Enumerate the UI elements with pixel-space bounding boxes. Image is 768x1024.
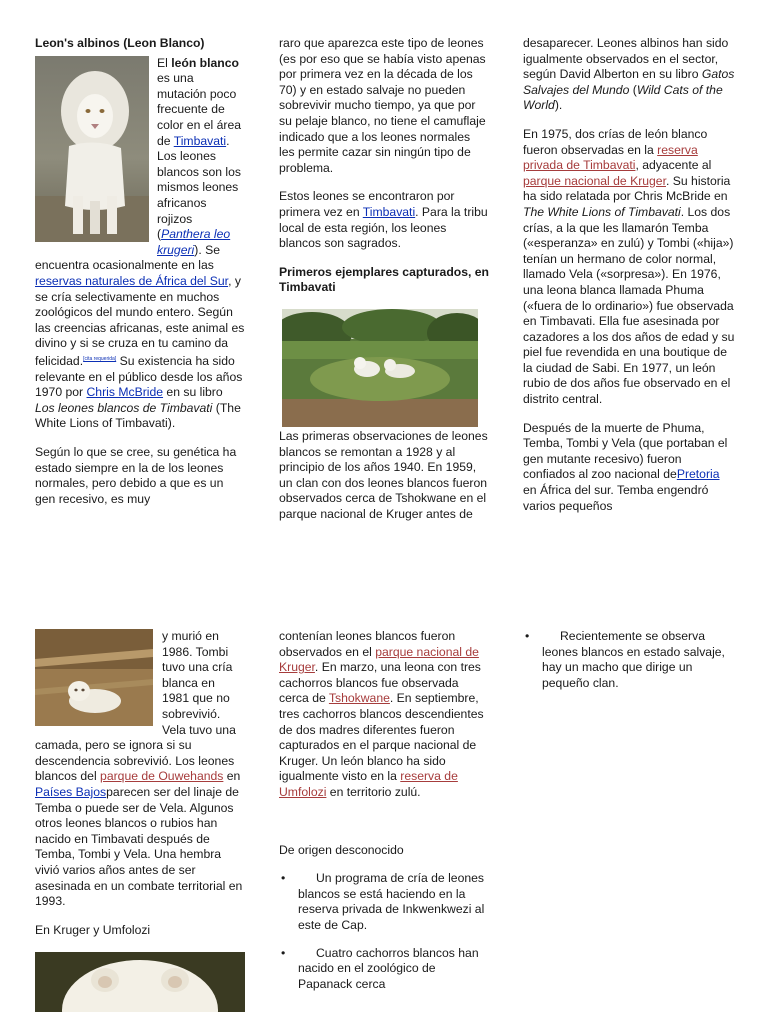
- link-parque-kruger-2[interactable]: parque nacional de Kruger: [279, 644, 479, 675]
- article-title: Leon's albinos (Leon Blanco): [35, 36, 205, 50]
- list-item: • Recientemente se observa leones blancos en estado salvaje, hay un macho que dirige un pequeño clan.: [523, 629, 735, 691]
- lion-cub-photo: [35, 629, 153, 726]
- intro-paragraph: El león blanco es una mutación poco frecuente de color en el área de Timbavati. Los leones blancos son los mismos leones africanos rojizos (Panthera leo krugeri). Se encuentra ocasionalmente en las reservas naturales de África del Sur, y se cría selectivamente en muchos zoológicos del mundo entero. Según las creencias africanas, este animal es divino y si se cruza en tu camino da felicidad.[cita requerida] Su existencia ha sido relevante en el público desde los años 1970 por Chris McBride en su libro Los leones blancos de Timbavati (The White Lions of Timbavati).: [35, 55, 245, 431]
- link-parque-kruger[interactable]: parque nacional de Kruger: [523, 173, 666, 188]
- first-found-paragraph: Estos leones se encontraron por primera vez en Timbavati. Para la tribu local de esta región, los leones blancos son sagrados.: [279, 189, 488, 251]
- temba-tombi-paragraph: En 1975, dos crías de león blanco fueron observadas en la reserva privada de Timbavati, adyacente al parque nacional de Kruger. Su historia ha sido relatada por Chris McBride en The White Lions of Timbavati. Los dos crías, a la que les llamarón Temba («esperanza» en zulú) y Tombi («hija») tenían un hermano de color normal, llamado Vela («sorpresa»). En 1976, una leona blanca llamada Phuma («fuera de lo ordinario») fue observada en Timbavati. Ella fue asesinada por cazadores a los dos años de edad y su piel fue revendida en una boutique de la ciudad de Sabi. En 1977, un león rubio de dos años fue observado en el distrito central.: [523, 126, 735, 407]
- section-heading-kruger-umfolozi: En Kruger y Umfolozi: [35, 922, 151, 937]
- page2-column-1: [35, 629, 245, 1012]
- temba-offspring-paragraph: y murió en 1986. Tombi tuvo una cría blanca en 1981 que no sobrevivió. Vela tuvo una camada, pero se ignora si su descendencia sobrevivió. Los leones blancos del parque de Ouwehands en Países Bajosparecen ser del linaje de Temba o puede ser de Vela. Algunos otros leones blancos o rubios han nacido en Timbavati después de Temba, Tombi y Vela. Una hembra vivió varios años antes de ser asesinada en un combate territorial en 1993.: [35, 629, 243, 909]
- list-item: • Cuatro cachorros blancos han nacido en el zoológico de Papanack cerca: [279, 946, 491, 993]
- link-reservas-naturales[interactable]: reservas naturales de África del Sur: [35, 273, 229, 288]
- citation-needed-link[interactable]: [cita requerida]: [83, 355, 117, 362]
- link-reserva-umfolozi[interactable]: reserva de Umfolozi: [279, 769, 458, 799]
- link-panthera-leo-krugeri[interactable]: Panthera leo krugeri: [157, 227, 231, 257]
- section-heading-origen: De origen desconocido: [279, 842, 404, 857]
- white-lion-standing-icon: [35, 56, 149, 242]
- link-reserva-timbavati[interactable]: reserva privada de Timbavati: [523, 142, 698, 173]
- white-lion-face-icon: [35, 952, 245, 1012]
- page1-column-3: [523, 36, 735, 527]
- lion-face-photo: [35, 952, 245, 1012]
- recent-bullet-list: [523, 629, 735, 691]
- link-tshokwane[interactable]: Tshokwane: [328, 691, 390, 706]
- white-lion-cub-icon: [35, 629, 153, 726]
- white-lion-photo: [35, 56, 149, 242]
- page1-column-1: [35, 36, 245, 520]
- origin-bullet-list: [279, 871, 491, 992]
- link-paises-bajos[interactable]: Países Bajos: [35, 784, 107, 799]
- page1-column-2: [279, 36, 489, 535]
- kruger-observations-paragraph: contenían leones blancos fueron observados en el parque nacional de Kruger. En marzo, una leona con tres cachorros blancos fue observada cerca de Tshokwane. En septiembre, tres cachorros blancos descendientes de dos madres diferentes fueron capturados en el parque nacional de Kruger. Un león blanco ha sido igualmente visto en la reserva de Umfolozi en territorio zulú.: [279, 629, 484, 799]
- alberton-paragraph: desaparecer. Leones albinos han sido igualmente observados en el sector, según David Alberton en su libro Gatos Salvajes del Mundo (Wild Cats of the World).: [523, 36, 735, 113]
- link-timbavati[interactable]: Timbavati: [173, 133, 227, 148]
- lions-lying-photo: [282, 309, 478, 427]
- genetics-paragraph: Según lo que se cree, su genética ha estado siempre en la de los leones normales, pero debido a que es un gen recesivo, es muy: [35, 444, 237, 506]
- white-lions-lying-icon: [282, 309, 478, 427]
- link-chris-mcbride[interactable]: Chris McBride: [86, 385, 164, 400]
- link-parque-ouwehands[interactable]: parque de Ouwehands: [100, 769, 224, 784]
- section-heading-primeros: Primeros ejemplares capturados, en Timbavati: [279, 264, 489, 295]
- survival-paragraph: raro que aparezca este tipo de leones (es por eso que se había visto apenas por primera vez en la década de los 70) y en estado salvaje no pueden sobrevivir mucho tiempo, ya que por su pelaje blanco, no tiene el camuflaje indicado que a los leones normales les permite cazar sin ningún tipo de problema.: [279, 36, 486, 175]
- first-observations-paragraph: Las primeras observaciones de leones blancos se remontan a 1928 y al principio de los años 1940. En 1959, un clan con dos leones blancos fueron observados cerca de Tshokwane en el parque nacional de Kruger antes de: [279, 428, 488, 521]
- list-item: • Un programa de cría de leones blancos se está haciendo en la reserva privada de Inkwenkwezi al este de Cap.: [279, 871, 491, 933]
- phuma-paragraph: Después de la muerte de Phuma, Temba, Tombi y Vela (que portaban el gen mutante recesivo) fueron confiados al zoo nacional dePretoria en África del sur. Temba engendró varios pequeños: [523, 420, 728, 513]
- link-pretoria[interactable]: Pretoria: [676, 467, 720, 482]
- link-timbavati-2[interactable]: Timbavati: [362, 204, 416, 219]
- page2-column-2: [279, 629, 491, 1004]
- page2-column-3: [523, 629, 735, 703]
